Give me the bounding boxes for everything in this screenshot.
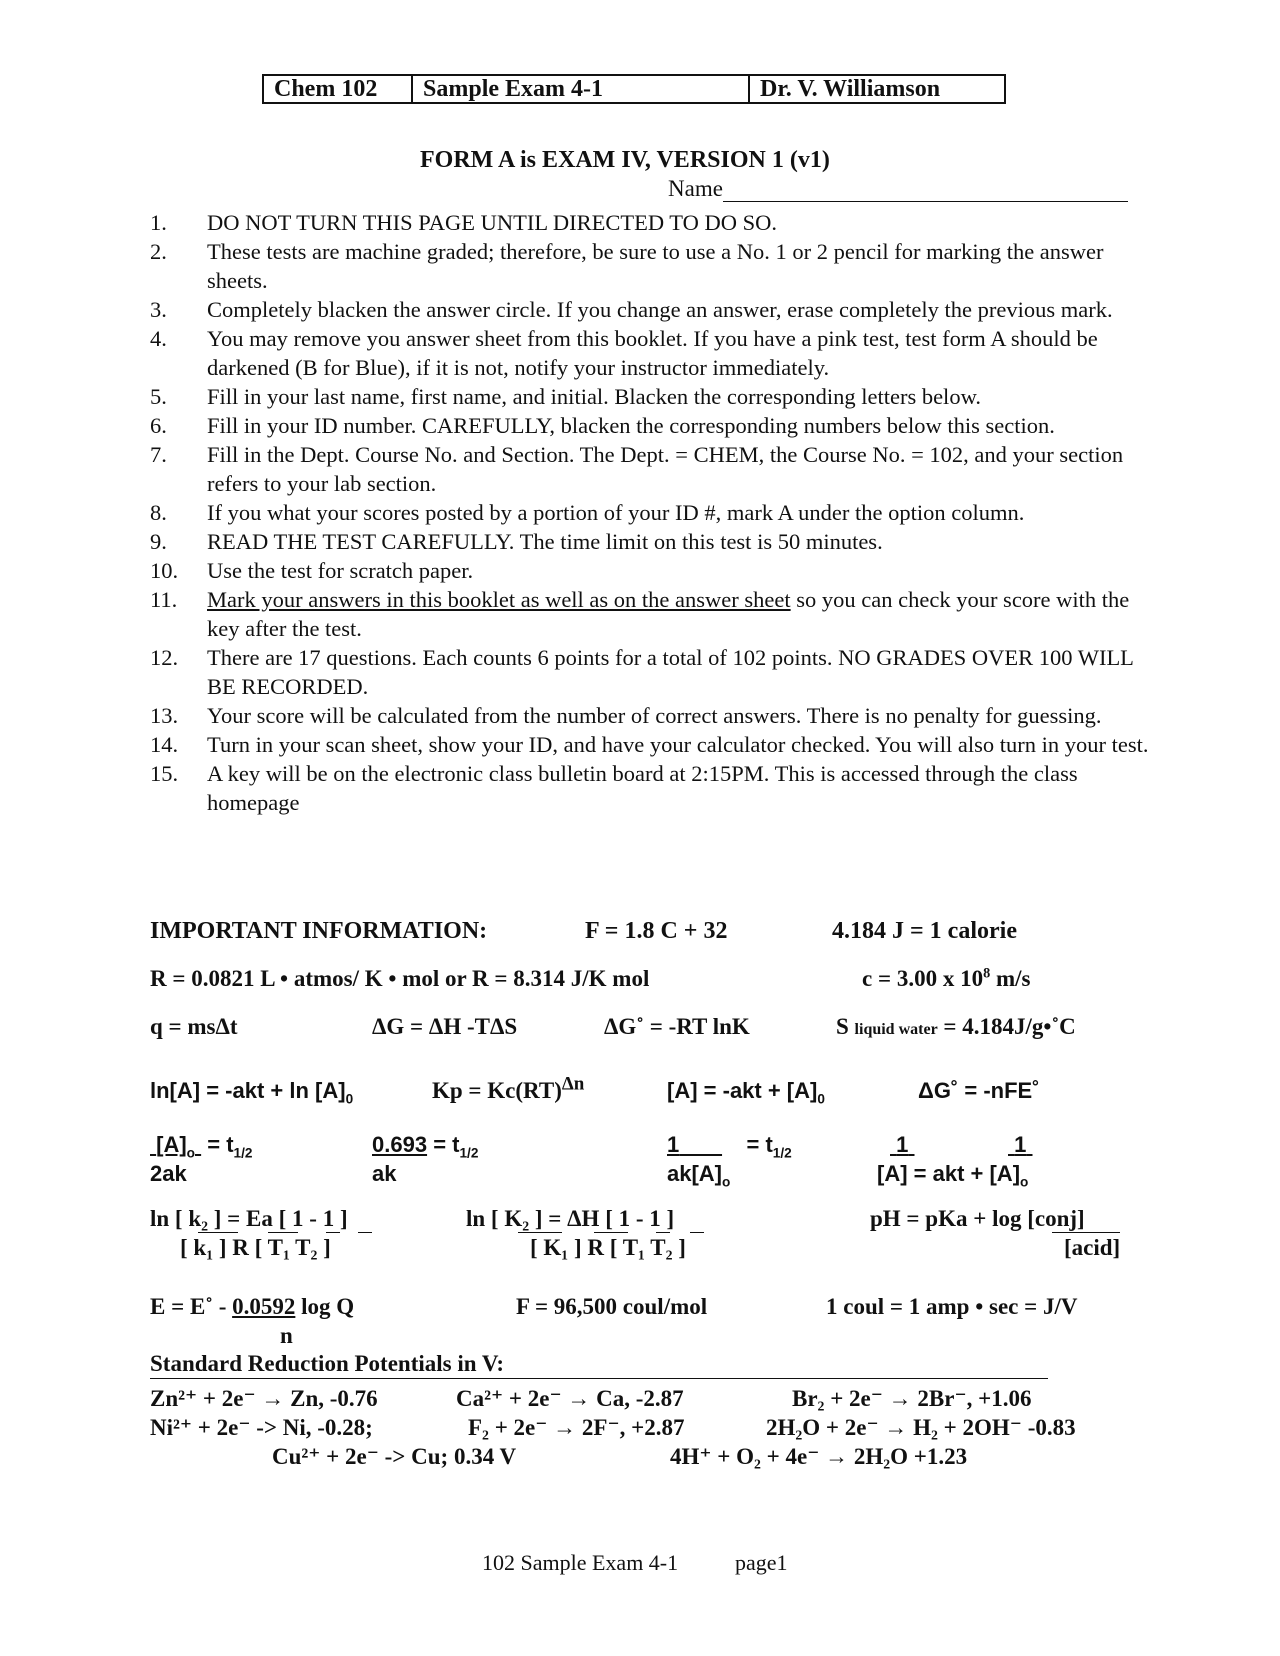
formula-specific-heat: S liquid water = 4.184J/g•˚C bbox=[836, 1014, 1076, 1039]
instruction-text: A key will be on the electronic class bulletin board at 2:15PM. This is accessed through the class homepage bbox=[207, 761, 1078, 815]
instruction-text: Use the test for scratch paper. bbox=[207, 558, 474, 583]
potential-o2: 4H⁺ + O₂ + 4e⁻ → 2H₂O +1.23 bbox=[670, 1444, 968, 1469]
arrhenius-ea-bar bbox=[268, 1232, 298, 1233]
potential-h2o: 2H₂O + 2e⁻ → H₂ + 2OH⁻ -0.83 bbox=[766, 1415, 1076, 1440]
potentials-heading-rule bbox=[150, 1378, 1048, 1379]
formula-gas-constant: R = 0.0821 L • atmos/ K • mol or R = 8.314 J/K mol bbox=[150, 966, 650, 991]
potential-br: Br₂ + 2e⁻ → 2Br⁻, +1.06 bbox=[792, 1386, 1032, 1411]
arrhenius-t2-bar bbox=[358, 1232, 372, 1233]
half-life-first-numerator: $0.693 = t_{1/2}$ bbox=[372, 1132, 479, 1161]
instruction-number: 9. bbox=[150, 529, 167, 554]
potential-ni: Ni²⁺ + 2e⁻ -> Ni, -0.28; bbox=[150, 1415, 373, 1440]
formula-faraday: F = 96,500 coul/mol bbox=[516, 1294, 708, 1319]
potentials-heading: Standard Reduction Potentials in V: bbox=[150, 1351, 505, 1376]
formula-gibbs: ΔG = ΔH -TΔS bbox=[372, 1014, 518, 1039]
formula-vant-hoff-bottom: [ K₁ ] R [ T₁ T₂ ] bbox=[530, 1235, 686, 1260]
formula-nfe: ΔG˚ = -nFE˚ bbox=[918, 1078, 1040, 1103]
course-cell: Chem 102 bbox=[264, 76, 413, 102]
instruction-number: 10. bbox=[150, 558, 179, 583]
formula-heat: q = msΔt bbox=[150, 1014, 238, 1039]
header-table bbox=[262, 74, 1006, 104]
info-heading: IMPORTANT INFORMATION: bbox=[150, 918, 488, 944]
instruction-text: READ THE TEST CAREFULLY. The time limit on this test is 50 minutes. bbox=[207, 529, 883, 554]
formula-gibbs-standard: ΔG˚ = -RT lnK bbox=[604, 1014, 750, 1039]
instruction-number: 3. bbox=[150, 297, 167, 322]
form-title: FORM A is EXAM IV, VERSION 1 (v1) bbox=[420, 147, 830, 173]
instruction-item bbox=[150, 730, 1150, 759]
instruction-item bbox=[150, 208, 1150, 237]
instruction-rest-text: so you can check your score with the key after the test. bbox=[207, 587, 1130, 641]
instruction-text: Fill in your last name, first name, and initial. Blacken the corresponding letters below. bbox=[207, 384, 981, 409]
instructor-cell: Dr. V. Williamson bbox=[760, 75, 941, 102]
half-life-second-denominator: $ak[A]_o$ bbox=[667, 1161, 731, 1190]
instruction-number: 8. bbox=[150, 500, 167, 525]
potential-f: F₂ + 2e⁻ → 2F⁻, +2.87 bbox=[468, 1415, 685, 1440]
half-life-zero-numerator: $[A]_o = t_{1/2}$ bbox=[156, 1132, 253, 1161]
instruction-item bbox=[150, 440, 1150, 498]
formula-henderson-top: pH = pKa + log [conj] bbox=[870, 1206, 1085, 1231]
instruction-text: Fill in the Dept. Course No. and Section. The Dept. = CHEM, the Course No. = 102, and your section refers to your lab section. bbox=[207, 442, 1124, 496]
instruction-item bbox=[150, 295, 1150, 324]
name-blank-line bbox=[723, 179, 1128, 202]
formula-first-order: $\ln[A] = -akt + \ln [A]_0$ bbox=[150, 1078, 354, 1107]
instruction-item bbox=[150, 556, 1150, 585]
second-order-denominator: [A] = akt + $[A]_o$ bbox=[877, 1161, 1029, 1190]
exam-cell: Sample Exam 4-1 bbox=[413, 76, 750, 102]
arrhenius-t1-bar bbox=[326, 1232, 340, 1233]
instruction-text: These tests are machine graded; therefore, be sure to use a No. 1 or 2 pencil for marking the answer sheets. bbox=[207, 239, 1104, 293]
vant-hoff-t1-bar bbox=[656, 1232, 670, 1233]
instruction-number: 2. bbox=[150, 239, 167, 264]
formula-zero-order: $[A] = -akt + [A]_0$ bbox=[667, 1078, 825, 1107]
instruction-text: DO NOT TURN THIS PAGE UNTIL DIRECTED TO DO SO. bbox=[207, 210, 778, 235]
formula-nernst: E = E˚ - 0.0592 log Q bbox=[150, 1294, 355, 1319]
second-order-numerator-2: 1 bbox=[1014, 1132, 1027, 1157]
instruction-text bbox=[207, 585, 1150, 643]
instruction-text: Fill in your ID number. CAREFULLY, blacken the corresponding numbers below this section. bbox=[207, 413, 1055, 438]
instruction-number: 7. bbox=[150, 442, 167, 467]
instruction-number: 6. bbox=[150, 413, 167, 438]
formula-calorie: 4.184 J = 1 calorie bbox=[832, 918, 1017, 944]
potential-ca: Ca²⁺ + 2e⁻ → Ca, -2.87 bbox=[456, 1386, 684, 1411]
instruction-text: You may remove you answer sheet from this booklet. If you have a pink test, test form A should be darkened (B for Blue), if it is not, notify your instructor immediately. bbox=[207, 326, 1098, 380]
instruction-number: 14. bbox=[150, 732, 179, 757]
potential-zn: Zn²⁺ + 2e⁻ → Zn, -0.76 bbox=[150, 1386, 378, 1411]
instruction-item bbox=[150, 324, 1150, 382]
half-life-zero-denominator: 2ak bbox=[150, 1161, 187, 1186]
name-field bbox=[668, 176, 1128, 202]
formula-henderson-bottom: [acid] bbox=[1064, 1235, 1121, 1260]
instruction-text: Your score will be calculated from the number of correct answers. There is no penalty for guessing. bbox=[207, 703, 1102, 728]
formula-speed-light: c = 3.00 x $10^8$ m/s bbox=[862, 965, 1031, 991]
formula-kp: Kp = Kc(RT)$^{\Delta n}$ bbox=[432, 1073, 585, 1103]
formula-arrhenius-bottom: [ k₁ ] R [ T₁ T₂ ] bbox=[180, 1235, 331, 1260]
half-life-first-denominator: ak bbox=[372, 1161, 397, 1186]
instruction-item bbox=[150, 237, 1150, 295]
henderson-conj-bar bbox=[1052, 1232, 1120, 1233]
half-life-second-numerator: 1 = $t_{1/2}$ bbox=[667, 1132, 792, 1161]
instruction-item bbox=[150, 759, 1150, 817]
formula-nernst-n: n bbox=[280, 1323, 293, 1348]
instruction-item bbox=[150, 411, 1150, 440]
formula-arrhenius-top: ln [ k₂ ] = Ea [ 1 - 1 ] bbox=[150, 1206, 348, 1231]
instruction-item bbox=[150, 585, 1150, 643]
instruction-number: 15. bbox=[150, 761, 179, 786]
instruction-item bbox=[150, 643, 1150, 701]
instruction-number: 1. bbox=[150, 210, 167, 235]
formula-fahrenheit: F = 1.8 C + 32 bbox=[585, 918, 728, 944]
instruction-text: There are 17 questions. Each counts 6 points for a total of 102 points. NO GRADES OVER 100 WILL BE RECORDED. bbox=[207, 645, 1134, 699]
potential-cu: Cu²⁺ + 2e⁻ -> Cu; 0.34 V bbox=[272, 1444, 517, 1469]
vant-hoff-dh-bar bbox=[594, 1232, 628, 1233]
instruction-list bbox=[150, 208, 1150, 817]
vant-hoff-k-bar bbox=[518, 1232, 562, 1233]
instruction-item bbox=[150, 498, 1150, 527]
instruction-text: If you what your scores posted by a portion of your ID #, mark A under the option column. bbox=[207, 500, 1025, 525]
instruction-number: 13. bbox=[150, 703, 179, 728]
instruction-underlined-text: Mark your answers in this booklet as well as on the answer sheet bbox=[207, 587, 791, 612]
instruction-text: Turn in your scan sheet, show your ID, and have your calculator checked. You will also turn in your test. bbox=[207, 732, 1149, 757]
name-label: Name bbox=[668, 176, 723, 201]
formula-vant-hoff-top: ln [ K₂ ] = ΔH [ 1 - 1 ] bbox=[466, 1206, 675, 1231]
footer-title: 102 Sample Exam 4-1 bbox=[482, 1550, 679, 1575]
instruction-number: 11. bbox=[150, 587, 178, 612]
vant-hoff-t2-bar bbox=[690, 1232, 704, 1233]
instruction-number: 4. bbox=[150, 326, 167, 351]
formula-coulomb: 1 coul = 1 amp • sec = J/V bbox=[826, 1294, 1078, 1319]
instruction-text: Completely blacken the answer circle. If you change an answer, erase completely the previous mark. bbox=[207, 297, 1113, 322]
second-order-numerator-1: 1 bbox=[896, 1132, 909, 1157]
arrhenius-k-bar bbox=[198, 1232, 238, 1233]
instruction-item bbox=[150, 382, 1150, 411]
instruction-number: 5. bbox=[150, 384, 167, 409]
instruction-number: 12. bbox=[150, 645, 179, 670]
instruction-item bbox=[150, 701, 1150, 730]
instruction-item bbox=[150, 527, 1150, 556]
footer-page-number: page1 bbox=[735, 1550, 788, 1575]
